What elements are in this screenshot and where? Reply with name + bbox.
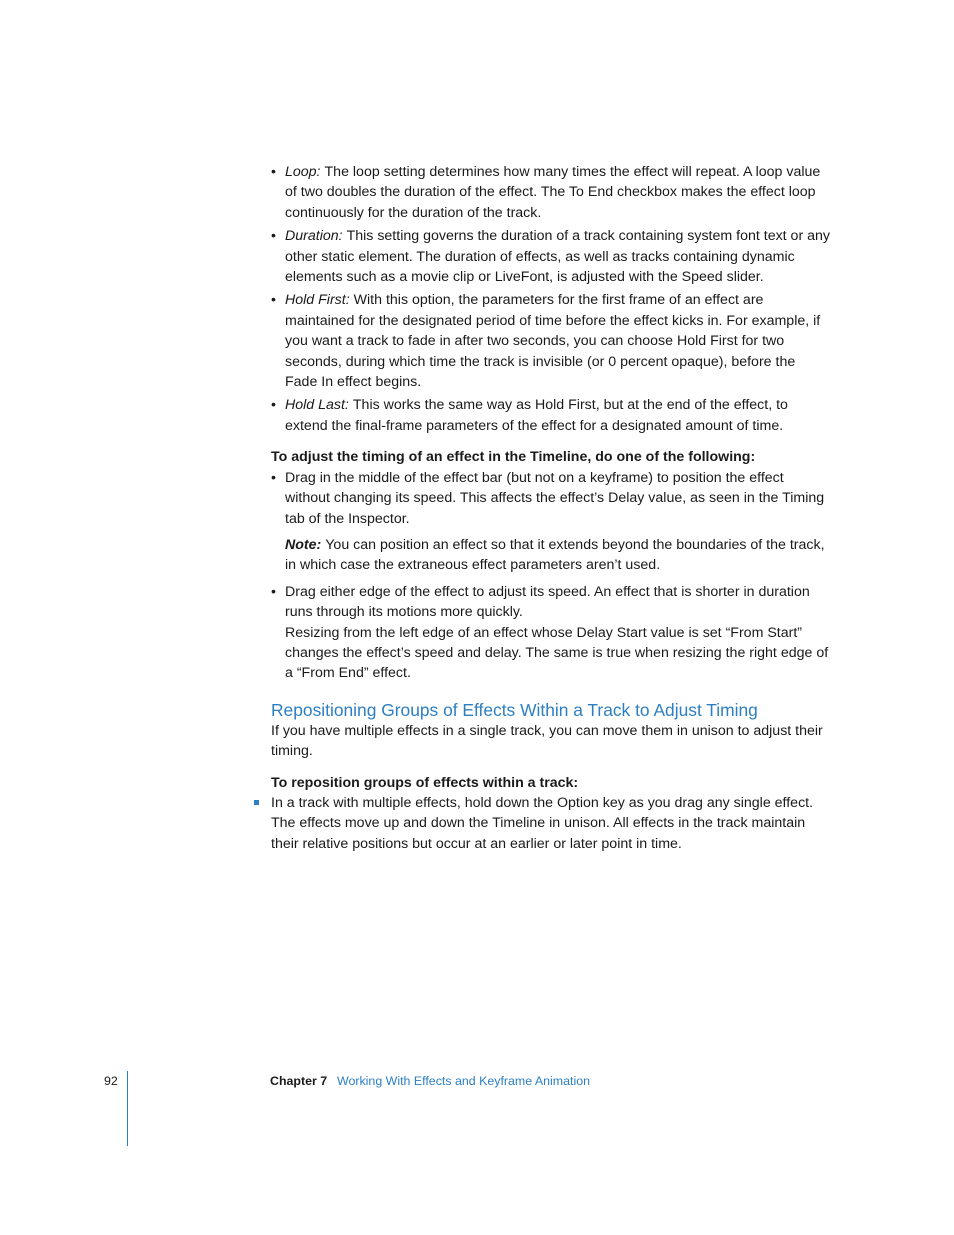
note-label: Note: <box>285 536 322 553</box>
bullet-glyph: • <box>271 469 276 486</box>
definition-loop: The loop setting determines how many times the effect will repeat. A loop value of two doubles the duration of the effect. The To End checkbox makes the effect loop continuously for the duration of the track. <box>285 164 821 221</box>
option-list <box>271 162 831 436</box>
term-hold-first: Hold First: <box>285 292 350 309</box>
list-item-hold-first <box>271 290 831 392</box>
square-bullet-icon <box>254 800 259 805</box>
step-item <box>271 793 831 813</box>
bullet-glyph: • <box>271 164 276 180</box>
bullet-glyph: • <box>271 228 276 245</box>
term-loop: Loop: <box>285 164 321 180</box>
drag-edge-text: Drag either edge of the effect to adjust its speed. An effect that is shorter in duration runs through its motions more quickly. <box>285 583 810 621</box>
list-item-duration <box>271 226 831 287</box>
note-text: You can position an effect so that it extends beyond the boundaries of the track, in which case the extraneous effect parameters aren’t used. <box>285 536 825 574</box>
resize-followup: Resizing from the left edge of an effect whose Delay Start value is set “From Start” changes the effect’s speed and delay. The same is true when resizing the right edge of a “From End” effect. <box>285 624 829 682</box>
drag-middle-text: Drag in the middle of the effect bar (but not on a keyframe) to position the effect without changing its speed. This affects the effect’s Delay value, as seen in the Timing tab of the Inspector. <box>285 469 825 527</box>
definition-hold-last: This works the same way as Hold First, but at the end of the effect, to extend the final-frame parameters of the effect for a designated amount of time. <box>285 397 788 434</box>
note-paragraph <box>285 535 831 576</box>
definition-hold-first: With this option, the parameters for the first frame of an effect are maintained for the designated period of time before the effect kicks in. For example, if you want a track to fade in after two seconds, you can choose Hold First for two seconds, during which time the track is invisible (or 0 percent opaque), before the Fade In effect begins. <box>285 292 821 391</box>
step-text: In a track with multiple effects, hold down the Option key as you drag any single effect. <box>271 794 814 811</box>
list-item-drag-edge <box>271 582 831 684</box>
definition-duration: This setting governs the duration of a track containing system font text or any other static element. The duration of effects, as well as tracks containing dynamic elements such as a movie clip or LiveFont, is adjusted with the Speed slider. <box>285 228 830 286</box>
step-list <box>271 793 831 813</box>
page-number: 92 <box>104 1074 118 1088</box>
section-heading: Repositioning Groups of Effects Within a Track to Adjust Timing <box>271 699 758 720</box>
footer-divider <box>127 1071 128 1146</box>
bullet-glyph: • <box>271 397 276 414</box>
list-item-hold-last <box>271 395 831 436</box>
list-item-loop <box>271 162 831 223</box>
section-intro: If you have multiple effects in a single track, you can move them in unison to adjust their timing. <box>271 722 823 760</box>
chapter-label: Chapter 7 <box>270 1074 328 1088</box>
timing-instruction: To adjust the timing of an effect in the Timeline, do one of the following: <box>271 449 756 466</box>
timing-options-list <box>271 468 831 684</box>
section-instruction: To reposition groups of effects within a track: <box>271 774 579 791</box>
term-hold-last: Hold Last: <box>285 397 349 414</box>
bullet-glyph: • <box>271 292 276 309</box>
bullet-glyph: • <box>271 583 276 600</box>
page-content <box>271 162 831 854</box>
chapter-title: Working With Effects and Keyframe Animation <box>337 1074 590 1088</box>
list-item-drag-middle <box>271 468 831 576</box>
step-result: The effects move up and down the Timeline in unison. All effects in the track maintain their relative positions but occur at an earlier or later point in time. <box>271 815 806 852</box>
term-duration: Duration: <box>285 228 343 245</box>
